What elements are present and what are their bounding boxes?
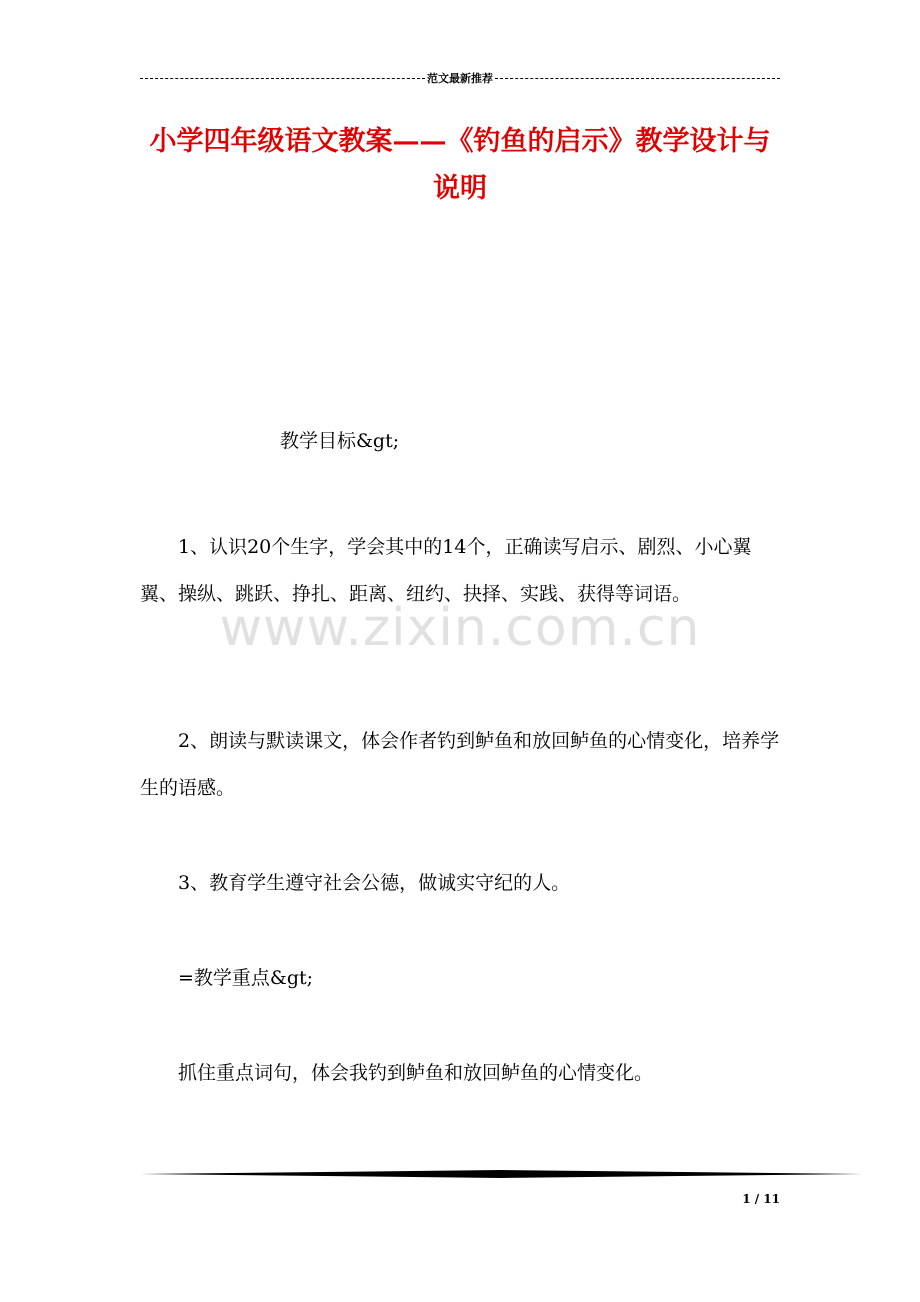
footer-rule [140,1170,862,1178]
page-number: 1 / 11 [742,1192,780,1206]
header-dash-right [495,78,780,79]
document-title: 小学四年级语文教案——《钓鱼的启示》教学设计与说明 [149,126,771,204]
header-label: 范文最新推荐 [427,72,493,85]
goal-item-2: 2、朗读与默读课文，体会作者钓到鲈鱼和放回鲈鱼的心情变化，培养学生的语感。 [140,730,780,799]
goals-heading: 教学目标&gt; [280,430,400,452]
header-dash-left [140,78,425,79]
watermark: www.zixin.com.cn [219,598,701,658]
goal-item-1: 1、认识20个生字，学会其中的14个，正确读写启示、剧烈、小心翼翼、操纵、跳跃、挣扎、距离、纽约、抉择、实践、获得等词语。 [140,536,752,605]
focus-heading: =教学重点&gt; [178,967,314,989]
focus-text: 抓住重点词句，体会我钓到鲈鱼和放回鲈鱼的心情变化。 [178,1062,654,1084]
page-header [140,70,780,86]
goal-item-3: 3、教育学生遵守社会公德，做诚实守纪的人。 [178,872,571,894]
